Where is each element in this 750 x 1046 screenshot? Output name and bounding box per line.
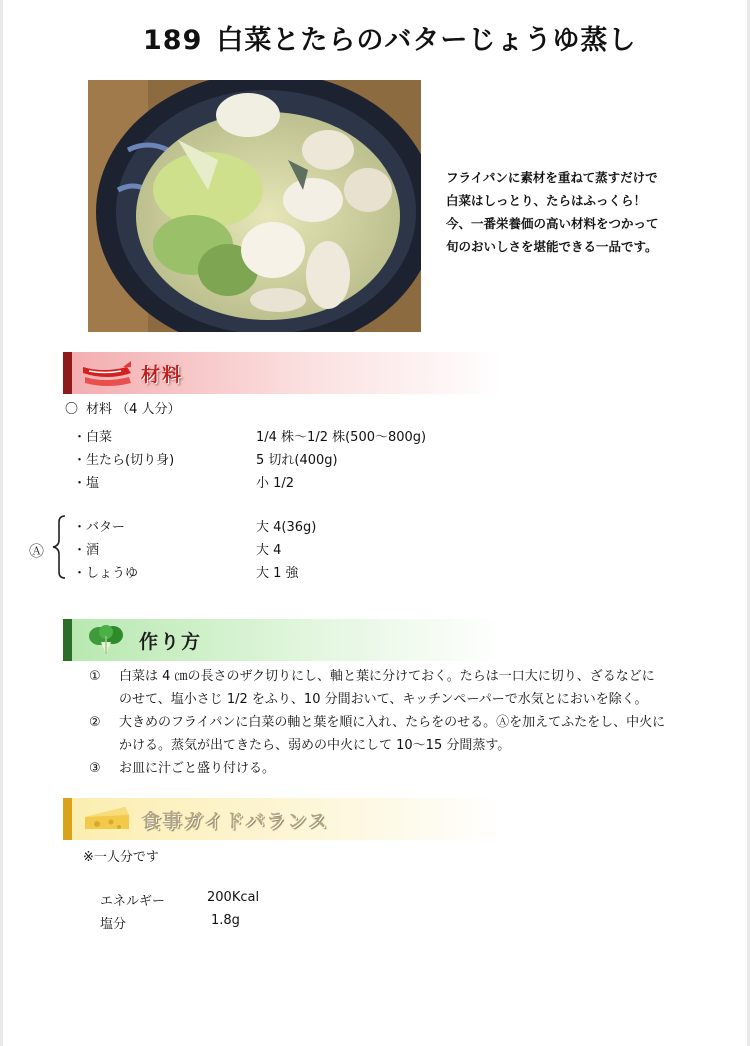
section-header-method bbox=[63, 619, 503, 661]
step-number: ③ bbox=[89, 761, 101, 776]
nutrition-value: 1.8g bbox=[211, 913, 240, 928]
intro-line: 今、一番栄養価の高い材料をつかって bbox=[446, 216, 659, 231]
ingredient-amount: 大 4(36g) bbox=[256, 520, 317, 535]
intro-text bbox=[446, 166, 746, 258]
section-accent bbox=[63, 798, 72, 840]
step-text-line: お皿に汁ごと盛り付ける。 bbox=[119, 761, 276, 776]
section-header-guide bbox=[63, 798, 503, 840]
section-title: 食事ガイドバランス bbox=[141, 810, 329, 832]
ingredient-name: ・生たら(切り身) bbox=[73, 453, 175, 468]
step-text-line: かける。蒸気が出てきたら、弱めの中火にして 10～15 分間蒸す。 bbox=[119, 738, 511, 753]
serving-note: ※一人分です bbox=[83, 850, 159, 865]
ingredient-amount: 1/4 株～1/2 株(500～800g) bbox=[256, 430, 427, 445]
recipe-number: 189 bbox=[143, 25, 203, 56]
step-text-line: のせて、塩小さじ 1/2 をふり、10 分間おいて、キッチンペーパーで水気とにおいを除く。 bbox=[119, 692, 648, 707]
section-accent bbox=[63, 352, 72, 394]
section-accent bbox=[63, 619, 72, 661]
section-title: 作り方 bbox=[139, 631, 203, 653]
intro-line: フライパンに素材を重ねて蒸すだけで bbox=[446, 170, 658, 185]
step-item bbox=[89, 757, 719, 780]
intro-line: 白菜はしっとり、たらはふっくら！ bbox=[446, 193, 647, 208]
intro-line: 旬のおいしさを堪能できる一品です。 bbox=[446, 239, 658, 254]
ingredient-name: ・白菜 bbox=[73, 430, 113, 445]
servings-line bbox=[65, 398, 181, 417]
recipe-page bbox=[3, 0, 747, 1046]
step-text-line: 大きめのフライパンに白菜の軸と葉を順に入れ、たらをのせる。Ⓐを加えてふたをし、中火に bbox=[119, 715, 666, 730]
group-brace bbox=[49, 514, 69, 580]
ingredient-name: ・塩 bbox=[73, 476, 100, 491]
nutrition-value: 200Kcal bbox=[207, 890, 260, 905]
cheese-icon bbox=[81, 803, 133, 835]
page-title bbox=[143, 18, 703, 57]
section-background bbox=[72, 352, 503, 394]
bok-choy-icon bbox=[81, 624, 133, 656]
ingredient-amount: 大 1 強 bbox=[256, 566, 299, 581]
step-item bbox=[89, 665, 719, 711]
step-number: ② bbox=[89, 715, 101, 730]
step-item bbox=[89, 711, 719, 757]
dish-photo bbox=[88, 80, 421, 332]
ingredient-amount: 大 4 bbox=[256, 543, 282, 558]
group-a-label: Ⓐ bbox=[29, 542, 45, 560]
step-number: ① bbox=[89, 669, 101, 684]
ingredient-name: ・しょうゆ bbox=[73, 566, 139, 581]
ingredient-amount: 小 1/2 bbox=[256, 476, 295, 491]
ingredient-name: ・バター bbox=[73, 520, 126, 535]
steps-list bbox=[89, 665, 719, 780]
ingredient-name: ・酒 bbox=[73, 543, 100, 558]
step-text-line: 白菜は 4 ㎝の長さのザク切りにし、軸と葉に分けておく。たらは一口大に切り、ざるなどに bbox=[119, 669, 655, 684]
section-background bbox=[72, 619, 503, 661]
ribbon-icon bbox=[81, 357, 133, 389]
ingredient-amount: 5 切れ(400g) bbox=[256, 453, 338, 468]
recipe-title: 白菜とたらのバターじょうゆ蒸し bbox=[216, 25, 637, 56]
servings-text: 材料 （4 人分） bbox=[86, 402, 181, 417]
nutrition-label: 塩分 bbox=[100, 917, 127, 932]
nutrition-label: エネルギー bbox=[100, 894, 166, 909]
section-header-ingredients bbox=[63, 352, 503, 394]
bullet-circle: 〇 bbox=[65, 402, 79, 417]
section-title: 材料 bbox=[141, 364, 184, 386]
